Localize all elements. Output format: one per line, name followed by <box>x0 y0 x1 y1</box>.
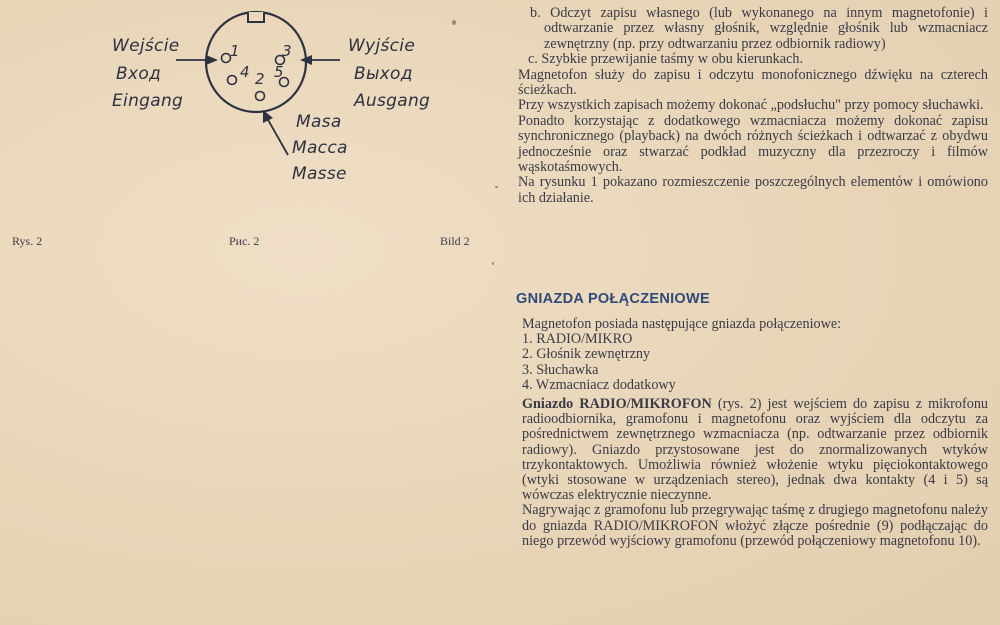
socket-list-item: 2. Głośnik zewnętrzny <box>522 346 651 363</box>
socket-list-item: 3. Słuchawka <box>522 361 599 378</box>
caption-russian: Рис. 2 <box>229 234 260 248</box>
paragraph-recording: Nagrywając z gramofonu lub przegrywając taśmę z drugiego magnetofonu należy do gniazda RADIO/MIKROFON włożyć złącze pośrednie (9) podłączając do niego przewód wyjściowy gramofonu (przewód połączeniowy magnetofonu 10). <box>522 502 988 549</box>
paragraph-radio-socket <box>522 397 988 503</box>
paragraph-body: (rys. 2) jest wejściem do zapisu z mikrofonu radioodbiornika, gramofonu i magnetofonu oraz wyjściem dla odczytu za pośrednictwem zewnętrznego wzmacniacza (np. odtwarzanie przez odbiornik radiowy). Gniazdo przystosowane jest do znormalizowanych wtyków trzykontaktowych. Umożliwia również włożenie wtyku pięciokontaktowego (wtyki stosowane w urządzeniach stereo), jednak dwa kontakty (4 i 5) są wówczas elektrycznie nieczynne. <box>522 396 989 504</box>
list-item-b: b. Odczyt zapisu własnego (lub wykonanego na innym magnetofonie) i odtwarzanie przez własny głośnik, względnie głośnik lub wzmacniacz zewnętrzny (np. przy odtwarzaniu przez odbiornik radiowy) <box>530 5 988 52</box>
ground-label-pl: Masa <box>296 112 342 132</box>
paragraph-mono: Magnetofon służy do zapisu i odczytu monofonicznego dźwięku na czterech ścieżkach. <box>518 66 988 99</box>
ground-label-ru: Масса <box>292 138 348 158</box>
input-label-ru: Вход <box>116 64 162 84</box>
pin-label-4: 4 <box>240 63 250 81</box>
connector-diagram <box>100 0 440 200</box>
pin-label-1: 1 <box>230 42 240 60</box>
ground-label-de: Masse <box>292 164 347 184</box>
pin-hole-4 <box>228 76 237 85</box>
body-text-section <box>522 317 988 549</box>
socket-list-item: 1. RADIO/MIKRO <box>522 331 633 348</box>
input-label-pl: Wejście <box>112 36 180 56</box>
caption-german: Bild 2 <box>440 234 470 248</box>
paper-speck <box>492 262 494 265</box>
pin-hole-2 <box>256 92 265 101</box>
pin-label-2: 2 <box>255 70 265 88</box>
ground-arrow-line <box>267 118 288 155</box>
input-label-de: Eingang <box>112 91 184 111</box>
caption-polish: Rys. 2 <box>12 234 43 248</box>
paragraph-lead: Gniazdo RADIO/MIKROFON <box>522 396 712 413</box>
socket-list-item: 4. Wzmacniacz dodatkowy <box>522 376 676 393</box>
paper-speck <box>452 20 456 25</box>
paragraph-playback: Ponadto korzystając z dodatkowego wzmacniacza możemy dokonać zapisu synchronicznego (playback) na dwóch różnych ścieżkach i odtwarzać z obydwu jednocześnie oraz stwarzać podkład muzyczny dla przezroczy i filmów wąskotaśmowych. <box>518 112 988 176</box>
paper-speck <box>495 186 498 188</box>
paragraph-monitoring: Przy wszystkich zapisach możemy dokonać „podsłuchu" przy pomocy słuchawki. <box>518 97 984 114</box>
pin-label-5: 5 <box>274 63 284 81</box>
paragraph-figure-ref: Na rysunku 1 pokazano rozmieszczenie poszczególnych elementów i omówiono ich działanie. <box>518 174 988 206</box>
socket-key-notch <box>248 12 264 22</box>
output-label-ru: Выход <box>354 64 413 84</box>
output-label-de: Ausgang <box>354 91 431 111</box>
output-label-pl: Wyjście <box>348 36 416 56</box>
body-text-top <box>518 6 988 206</box>
section-heading: GNIAZDA POŁĄCZENIOWE <box>516 291 710 307</box>
pin-label-3: 3 <box>282 42 292 60</box>
section-intro: Magnetofon posiada następujące gniazda połączeniowe: <box>522 316 842 332</box>
list-item-c: c. Szybkie przewijanie taśmy w obu kierunkach. <box>528 51 803 68</box>
input-arrowhead <box>206 55 218 65</box>
